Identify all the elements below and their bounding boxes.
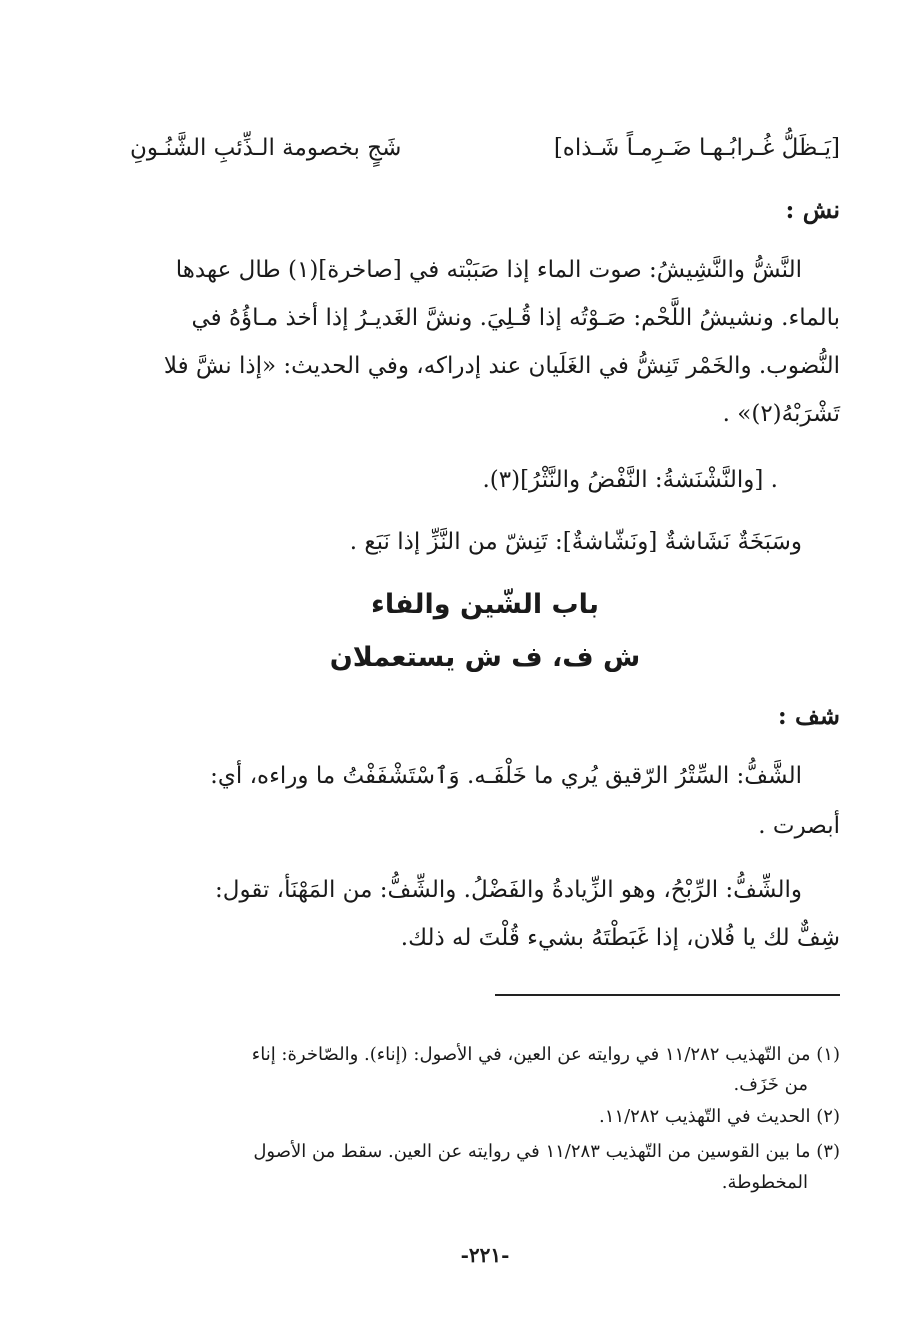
entry-nash-line-4: تَشْرَبْهُ(٢)» . xyxy=(722,401,840,427)
page-number: -٢٢١- xyxy=(460,1243,510,1267)
chapter-title: باب الشّين والفاء xyxy=(371,589,599,620)
entry-shaf-para1-line-1: الشَّفُّ: السِّتْرُ الرّقيق يُري ما خَلْفَـه. وَٱسْتَشْفَفْتُ ما وراءه، أي: xyxy=(210,763,802,789)
poetry-verse xyxy=(130,128,840,168)
entry-nash-line-3: النُّضوب. والخَمْر تَنِشُّ في الغَلَيان عند إدراكه، وفي الحديث: «إذا نشَّ فلا xyxy=(163,353,840,379)
footnote-2: (٢) الحديث في التّهذيب ١١/٢٨٢. xyxy=(599,1106,840,1127)
footnote-3-line-2: المخطوطة. xyxy=(721,1172,808,1193)
footnote-separator xyxy=(495,994,840,996)
footnote-1-line-2: من خَزَف. xyxy=(733,1074,808,1095)
entry-nash-line-1: النَّشُّ والنَّشِيشُ: صوت الماء إذا صَبَبْته في [صاخرة](١) طال عهدها xyxy=(175,257,802,283)
entry-shaf-para2-line-1: والشِّفُّ: الرِّبْحُ، وهو الزِّيادةُ والفَضْلُ. والشِّفُّ: من المَهْنَأ، تقول: xyxy=(214,877,802,903)
headword-nash: نش : xyxy=(785,195,840,224)
entry-shaf-para2-line-2: شِفٌّ لك يا فُلان، إذا غَبَطْتَهُ بشيء قُلْتَ له ذلك. xyxy=(400,925,840,951)
footnote-1-line-1: (١) من التّهذيب ١١/٢٨٢ في روايته عن العين، في الأصول: (إناء). والصّاخرة: إناء xyxy=(251,1044,840,1065)
headword-shaf: شف : xyxy=(777,701,840,730)
chapter-subtitle: ش ف، ف ش يستعملان xyxy=(329,642,641,673)
verse-second-hemistich: شَجٍ بخصومة الـذِّئبِ الشَّنُـونِ xyxy=(130,135,402,161)
book-page xyxy=(130,0,840,1341)
entry-nash-line-2: بالماء. ونشيشُ اللَّحْم: صَـوْتُه إذا قُـلِيَ. ونشَّ الغَديـرُ إذا أخذ مـاؤُهُ في xyxy=(191,305,840,331)
entry-nash-nashnasha: . [والنَّشْنَشةُ: النَّفْضُ والنَّثْرُ](٣). xyxy=(482,467,778,493)
footnote-3-line-1: (٣) ما بين القوسين من التّهذيب ١١/٢٨٣ في روايته عن العين. سقط من الأصول xyxy=(253,1141,840,1162)
verse-first-hemistich: [يَـظَلُّ غُـرابُـهـا ضَـرِمـاً شَـذاه] xyxy=(553,135,840,161)
entry-shaf-para1-line-2: أبصرت . xyxy=(758,813,840,839)
entry-nash-sabakha: وسَبَخَةٌ نَشَاشةٌ [ونَشّاشةٌ]: تَنِشّ من النَّزِّ إذا نَبَع . xyxy=(349,529,802,555)
